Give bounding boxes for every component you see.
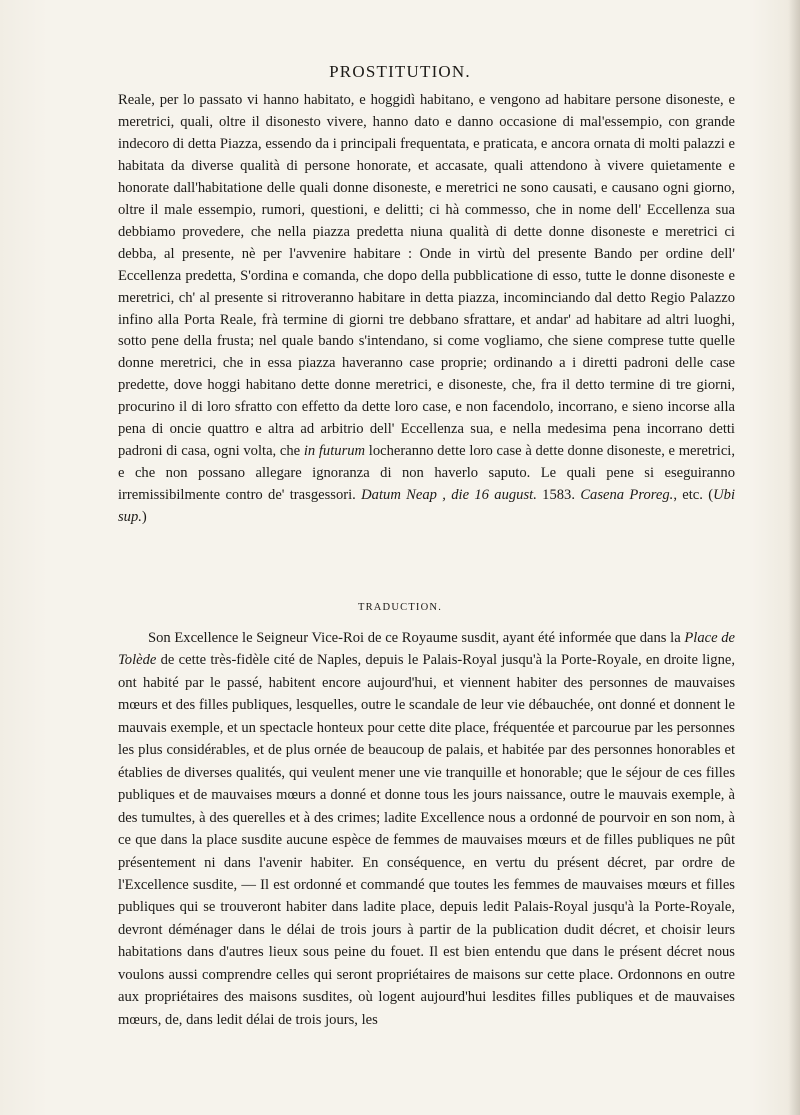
running-head: PROSTITUTION. xyxy=(329,62,471,81)
italian-casena: Casena Proreg. xyxy=(580,487,674,504)
italian-after-futurum: locheranno dette loro case à dette donne disoneste, e meretrici, e che non possano allegare ignoranza di non haverlo saputo. Le quali pene si eseguiranno irremissibilmente contro de' trasgessori. xyxy=(118,443,736,504)
french-translation-text xyxy=(118,627,735,1031)
italian-paragraph xyxy=(118,90,735,529)
page-edge-shadow xyxy=(788,0,800,1115)
french-paragraph xyxy=(118,627,735,1031)
french-lead: Son Excellence le Seigneur Vice-Roi de ce Royaume susdit, ayant été informée que dans la xyxy=(148,630,685,646)
italian-datum: Datum Neap , die 16 august. xyxy=(361,487,537,504)
italian-year: 1583. xyxy=(536,487,575,504)
italian-ubi-sup: Ubi sup. xyxy=(118,487,735,526)
italian-in-futurum: in futurum xyxy=(303,443,366,460)
traduction-heading: TRADUCTION. xyxy=(357,602,443,613)
italian-body: Reale, per lo passato vi hanno habitato, e hoggidì habitano, e vengono ad habitare persone disoneste, e meretrici, quali, oltre il disonesto vivere, hanno dato e danno occasione di mal'essempio, con grande indecoro di detta Piazza, essendo da i principali frequentata, e praticata, e ancora ornata di molti palazzi e habitata da diverse qualità di persone honorate, et accasate, quali attendono à vivere quietamente e honorate dall'habitatione delle quali donne disoneste, e meretrici ne sono causati, e causano ogni giorno, oltre il male essempio, rumori, questioni, e delitti; ci hà commesso, che in nome dell' Eccellenza sua debbiamo provedere, che nella piazza predetta niuna qualità di dette donne disoneste e meretrici ci debba, al presente, nè per l'avvenire habitare : Onde in virtù del presente Bando per ordine dell' Eccellenza predetta, S'ordina e comanda, che dopo della pubblicatione di esso, tutte le donne disoneste e meretrici, ch' al presente si ritroveranno habitare in detta piazza, incominciando dal detto Regio Palazzo infino alla Porta Reale, frà termine di giorni tre debbano sfrattare, et andar' ad habitare ad altri luoghi, sotto pene della frusta; nel quale bando s'intendano, si come vogliamo, che siene comprese tutte quelle donne meretrici, che in essa piazza haveranno case proprie; ordinando a i diretti padroni delle case predette, dove hoggi habitano dette donne meretrici, e disoneste, che, fra il detto termine di tre giorni, procurino il di loro sfratto con effetto da dette loro case, e non facendolo, incorrano, e sieno incorse alla pena di oncie quattro e altra ad arbitrio dell' Eccellenza sua, e nella medesima pena incorrano detti padroni di casa, ogni volta, che xyxy=(118,92,735,460)
italian-etc: , etc. ( xyxy=(673,487,714,504)
italian-decree-text xyxy=(118,90,735,529)
italian-close-paren: ) xyxy=(141,509,147,526)
french-body: de cette très-fidèle cité de Naples, depuis le Palais-Royal jusqu'à la Porte-Royale, en droite ligne, ont habité par le passé, habitent encore aujourd'hui, et viennent habiter des personnes de mauvaises mœurs et des filles publiques, lesquelles, outre le scandale de leur vie débauchée, ont donné et donnent le mauvais exemple, et un spectacle honteux pour cette dite place, fréquentée et parcourue par les personnes les plus considérables, et de plus ornée de beaucoup de palais, et habitée par des personnes honorables et établies de diverses qualités, qui veulent mener une vie tranquille et honorable; que le séjour de ces filles publiques et de mauvaises mœurs a donné et donne tous les jours naissance, outre le mauvais exemple, à des tumultes, à des querelles et à des crimes; ladite Excellence nous a ordonné de pourvoir en son nom, à ce que dans la place susdite aucune espèce de femmes de mauvaises mœurs et de filles publiques ne pût présentement ni dans l'avenir habiter. En conséquence, en vertu du présent décret, par ordre de l'Excellence susdite, — Il est ordonné et commandé que toutes les femmes de mauvaises mœurs et filles publiques qui se trouveront habiter dans ladite place, depuis ledit Palais-Royal jusqu'à la Porte-Royale, devront déménager dans le délai de trois jours à partir de la publication dudit décret, et choisir leurs habitations dans d'autres lieux sous peine du fouet. Il est bien entendu que dans le présent décret nous voulons aussi comprendre celles qui seront propriétaires de maisons sur cette place. Ordonnons en outre aux propriétaires des maisons susdites, où logent aujourd'hui lesdites filles publiques et de mauvaises mœurs, de, dans ledit délai de trois jours, les xyxy=(118,652,735,1028)
french-place-de-tolede: Place de Tolède xyxy=(118,630,735,669)
